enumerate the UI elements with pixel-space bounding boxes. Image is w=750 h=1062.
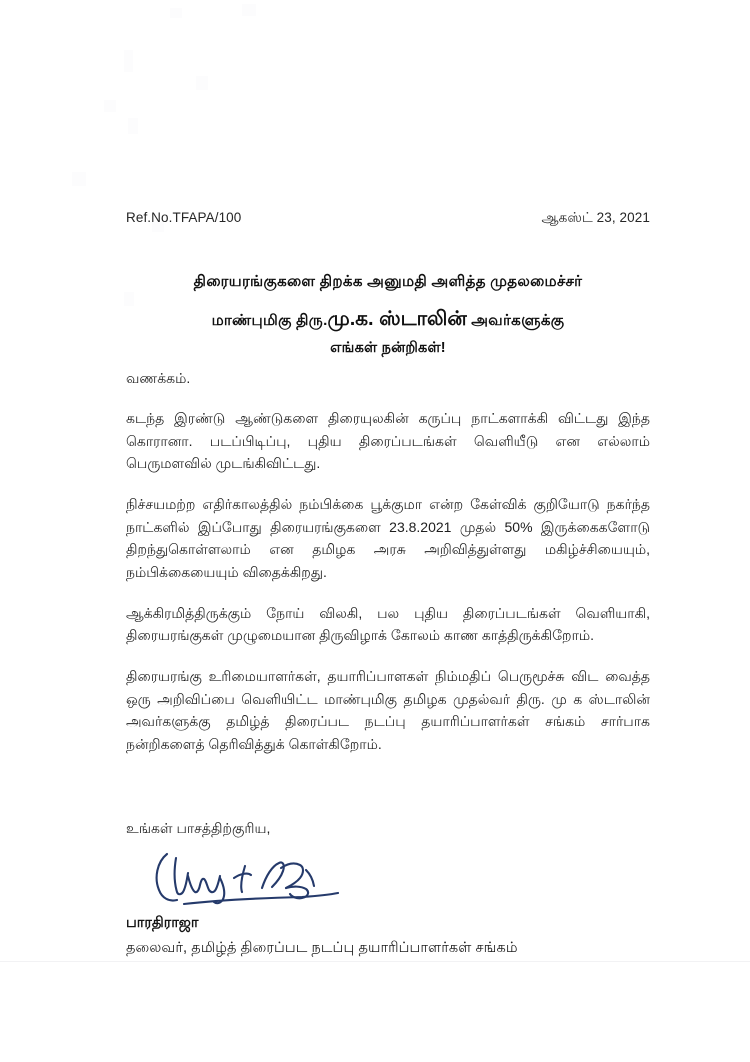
signer-name: பாரதிராஜா [126,915,199,931]
scan-artifact [124,50,133,72]
reference-number: Ref.No.TFAPA/100 [126,210,242,225]
scan-artifact [170,8,182,18]
valediction: உங்கள் பாசத்திற்குரிய, [126,820,271,836]
body-paragraph: நிச்சயமற்ற எதிர்காலத்தில் நம்பிக்கை பூக்குமா என்ற கேள்விக் குறியோடு நகர்ந்த நாட்களில் இப்போது திரையரங்குகளை 23.8.2021 முதல் 50% இருக்கைகளோடு திறந்துகொள்ளலாம் என தமிழக அரசு அறிவித்துள்ளது மகிழ்ச்சியையும், நம்பிக்கையையும் விதைக்கிறது. [126,496,650,581]
scan-artifact [72,172,86,186]
scan-artifact [104,100,116,112]
body-paragraph: திரையரங்கு உரிமையாளர்கள், தயாரிப்பாளகள் நிம்மதிப் பெருமூச்சு விட வைத்த ஒரு அறிவிப்பை வெளியிட்ட மாண்புமிகு தமிழக முதல்வர் திரு. மு க ஸ்டாலின் அவர்களுக்கு தமிழ்த் திரைப்பட நடப்பு தயாரிப்பாளர்கள் சங்கம் சார்பாக நன்றிகளைத் தெரிவித்துக் கொள்கிறோம். [126,668,650,753]
heading-line-2 [126,306,650,333]
signature-image [150,848,380,914]
scan-artifact [128,118,138,134]
body-paragraph: கடந்த இரண்டு ஆண்டுகளை திரையுலகின் கருப்பு நாட்களாக்கி விட்டது இந்த கொரானா. படப்பிடிப்பு, புதிய திரைப்படங்கள் வெளியீடு என எல்லாம் பெருமளவில் முடங்கிவிட்டது. [126,410,650,472]
letter-header [126,210,650,228]
greeting: வணக்கம். [126,370,191,386]
letter-body [126,368,650,756]
heading-honorific: மாண்புமிகு திரு. [211,311,328,329]
page-bottom-rule [0,961,750,962]
letter-date: ஆகஸ்ட் 23, 2021 [541,210,650,225]
heading-suffix: அவர்களுக்கு [466,311,565,329]
scan-artifact [242,4,256,16]
heading-line-1: திரையரங்குகளை திறக்க அனுமதி அளித்த முதலமைச்சர் [193,273,583,290]
scan-artifact [196,76,208,90]
heading-line-3: எங்கள் நன்றிகள்! [330,339,446,356]
body-paragraph: ஆக்கிரமித்திருக்கும் நோய் விலகி, பல புதிய திரைப்படங்கள் வெளியாகி, திரையரங்குகள் முழுமையான திருவிழாக் கோலம் காண காத்திருக்கிறோம். [126,604,650,644]
letter-heading [126,272,650,358]
signer-title: தலைவர், தமிழ்த் திரைப்பட நடப்பு தயாரிப்பாளர்கள் சங்கம் [126,940,518,956]
heading-chief-minister-name: மு.க. ஸ்டாலின் [327,307,467,330]
